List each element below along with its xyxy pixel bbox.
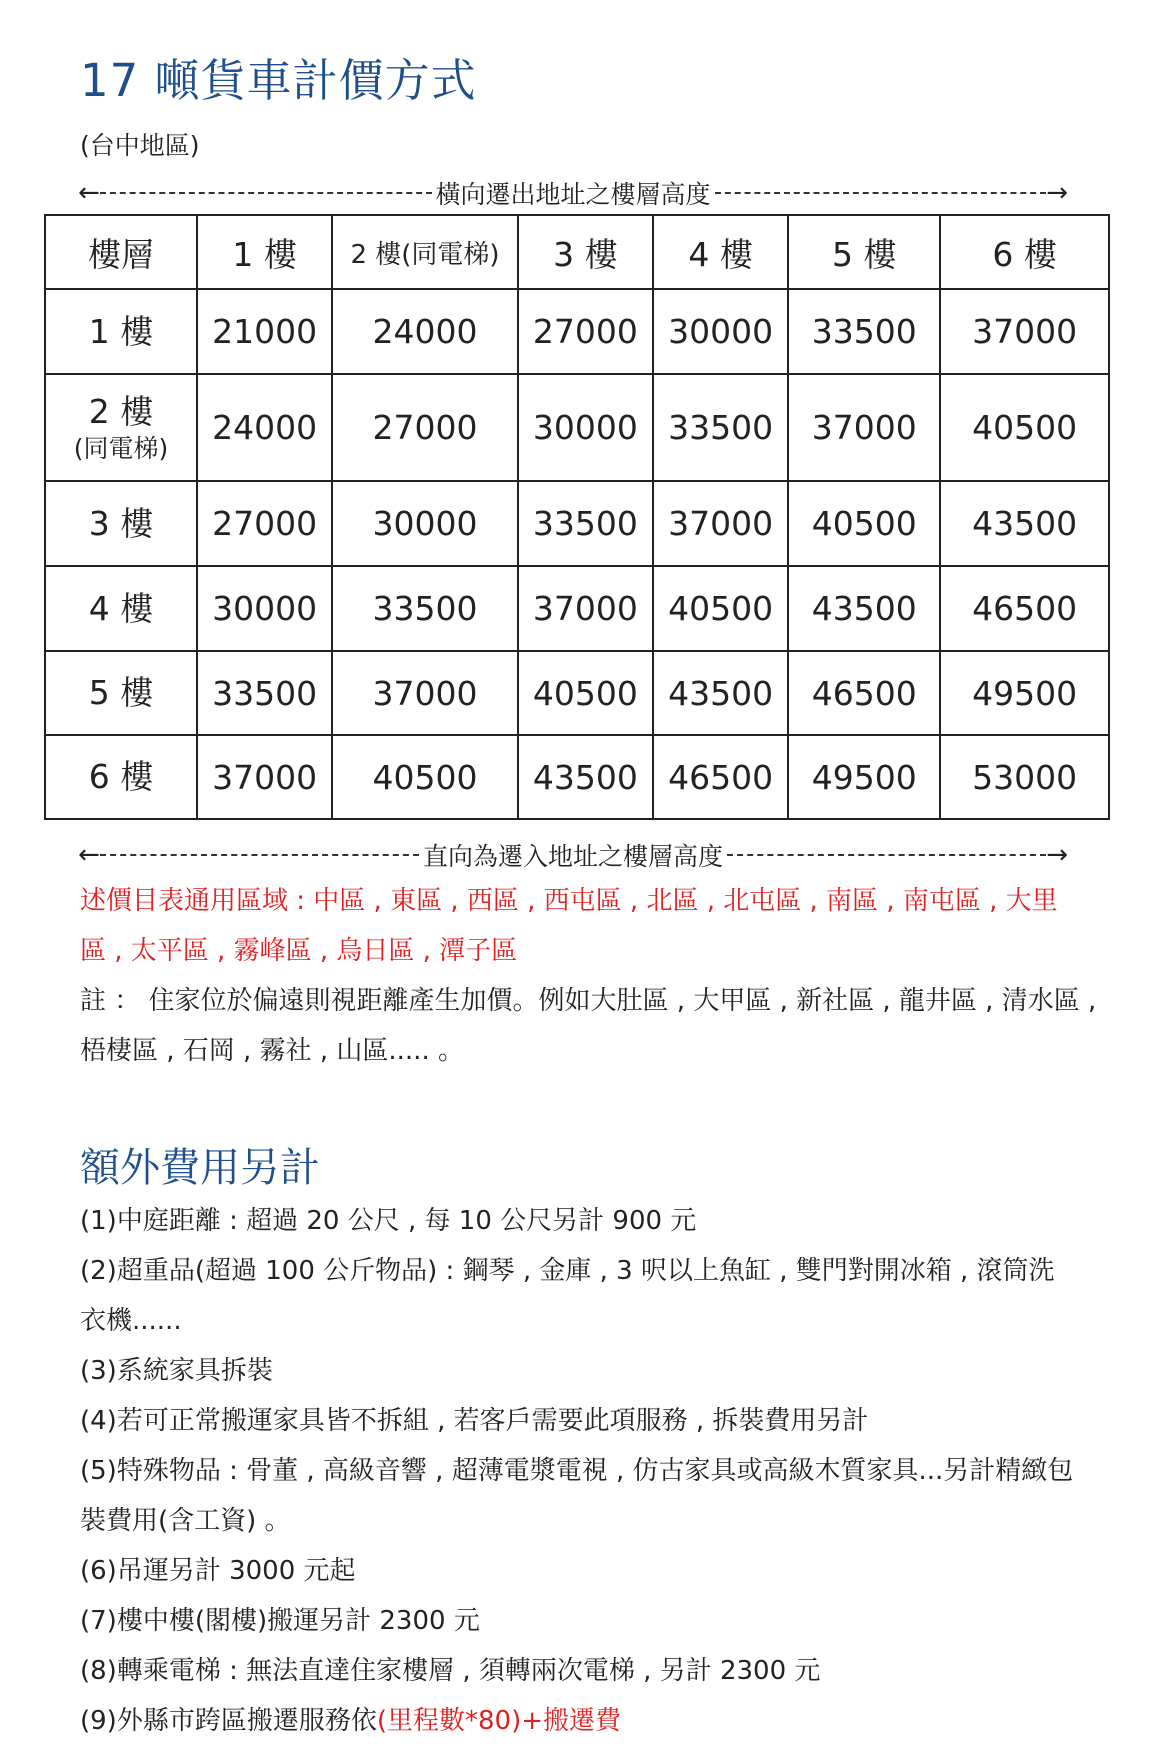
price-cell: 53000 [940,735,1109,819]
table-row [45,481,1109,566]
price-cell: 27000 [197,481,332,566]
column-header: 樓層 [45,215,197,289]
extra-item: (6)吊運另計 3000 元起 [80,1556,356,1586]
extra-item-prefix: (9)外縣市跨區搬遷服務依 [80,1706,377,1736]
horizontal-axis-label: 橫向遷出地址之樓層高度 [435,180,711,209]
arrow-left-icon: ← [78,840,100,870]
price-cell: 33500 [653,374,788,481]
row-header [45,651,197,735]
row-floor-sublabel: (同電梯) [73,433,169,463]
price-cell: 33500 [788,289,940,374]
price-cell: 40500 [332,735,518,819]
vertical-axis-note [78,838,1068,872]
extra-item: (1)中庭距離 : 超過 20 公尺 , 每 10 公尺另計 900 元 [80,1206,697,1236]
price-cell: 24000 [197,374,332,481]
row-header [45,735,197,819]
extra-item: (8)轉乘電梯 : 無法直達住家樓層 , 須轉兩次電梯 , 另計 2300 元 [80,1656,821,1686]
arrow-right-icon: → [1046,178,1069,208]
region-label: (台中地區) [80,131,200,160]
price-cell: 37000 [940,289,1109,374]
service-area-text: 述價目表通用區域 : 中區 , 東區 , 西區 , 西屯區 , 北區 , 北屯區 , 南區 , 南屯區 , 大里區 , 太平區 , 霧峰區 , 烏日區 , 潭子區 [80,886,1058,966]
price-cell: 33500 [197,651,332,735]
table-row [45,374,1109,481]
price-cell: 33500 [332,566,518,651]
table-row [45,566,1109,651]
row-header [45,481,197,566]
price-cell: 43500 [788,566,940,651]
dashed-line [715,192,1047,194]
extra-item-highlight: (里程數*80) [376,1706,522,1736]
extra-item-suffix: +搬遷費 [521,1706,622,1736]
dashed-line [100,854,419,856]
row-floor-label: 6 樓 [88,757,154,797]
price-cell: 46500 [653,735,788,819]
table-header-row [45,215,1109,289]
price-cell: 40500 [788,481,940,566]
row-floor-label: 5 樓 [88,673,154,713]
price-cell: 43500 [518,735,653,819]
row-header [45,289,197,374]
dashed-line [727,854,1046,856]
price-cell: 24000 [332,289,518,374]
remote-area-note: 註 ： 住家位於偏遠則視距離產生加價。例如大肚區 , 大甲區 , 新社區 , 龍井區 , 清水區 , 梧棲區 , 石岡 , 霧社 , 山區..... 。 [80,986,1097,1066]
price-cell: 27000 [518,289,653,374]
price-cell: 40500 [653,566,788,651]
price-cell: 21000 [197,289,332,374]
table-row [45,735,1109,819]
price-cell: 49500 [788,735,940,819]
arrow-left-icon: ← [78,178,100,208]
row-header [45,374,197,481]
column-header: 3 樓 [518,215,653,289]
row-floor-label: 1 樓 [88,311,154,351]
price-cell: 40500 [518,651,653,735]
extra-item: (2)超重品(超過 100 公斤物品) : 鋼琴 , 金庫 , 3 呎以上魚缸 , 雙門對開冰箱 , 滾筒洗衣機...... [80,1256,1055,1336]
table-row [45,651,1109,735]
price-cell: 37000 [788,374,940,481]
page-title: 17 噸貨車計價方式 [80,54,477,107]
price-cell: 33500 [518,481,653,566]
horizontal-axis-note [78,176,1068,210]
price-cell: 37000 [197,735,332,819]
extra-item: (5)特殊物品 : 骨董 , 高級音響 , 超薄電漿電視 , 仿古家具或高級木質家具...另計精緻包裝費用(含工資) 。 [80,1456,1074,1536]
price-cell: 43500 [653,651,788,735]
column-header: 5 樓 [788,215,940,289]
extra-item: (3)系統家具拆裝 [80,1356,273,1386]
row-floor-label: 3 樓 [88,503,154,543]
column-header: 1 樓 [197,215,332,289]
dashed-line [100,192,432,194]
row-header [45,566,197,651]
price-cell: 37000 [332,651,518,735]
price-cell: 49500 [940,651,1109,735]
price-cell: 46500 [788,651,940,735]
extra-item: (4)若可正常搬運家具皆不拆組 , 若客戶需要此項服務 , 拆裝費用另計 [80,1406,869,1436]
column-header: 2 樓(同電梯) [332,215,518,289]
price-table [44,214,1110,820]
column-header: 6 樓 [940,215,1109,289]
price-cell: 37000 [518,566,653,651]
row-floor-label: 4 樓 [88,588,154,628]
extra-item [80,1696,1080,1746]
extras-heading: 額外費用另計 [80,1145,320,1191]
arrow-right-icon: → [1046,840,1069,870]
extra-item: (7)樓中樓(閣樓)搬運另計 2300 元 [80,1606,480,1636]
price-cell: 43500 [940,481,1109,566]
price-cell: 30000 [518,374,653,481]
price-cell: 30000 [332,481,518,566]
price-cell: 37000 [653,481,788,566]
price-cell: 30000 [197,566,332,651]
price-cell: 30000 [653,289,788,374]
price-cell: 46500 [940,566,1109,651]
price-cell: 40500 [940,374,1109,481]
vertical-axis-label: 直向為遷入地址之樓層高度 [423,842,724,871]
row-floor-label: 2 樓 [88,392,154,432]
table-row [45,289,1109,374]
extras-list [80,1196,1080,1746]
column-header: 4 樓 [653,215,788,289]
price-cell: 27000 [332,374,518,481]
